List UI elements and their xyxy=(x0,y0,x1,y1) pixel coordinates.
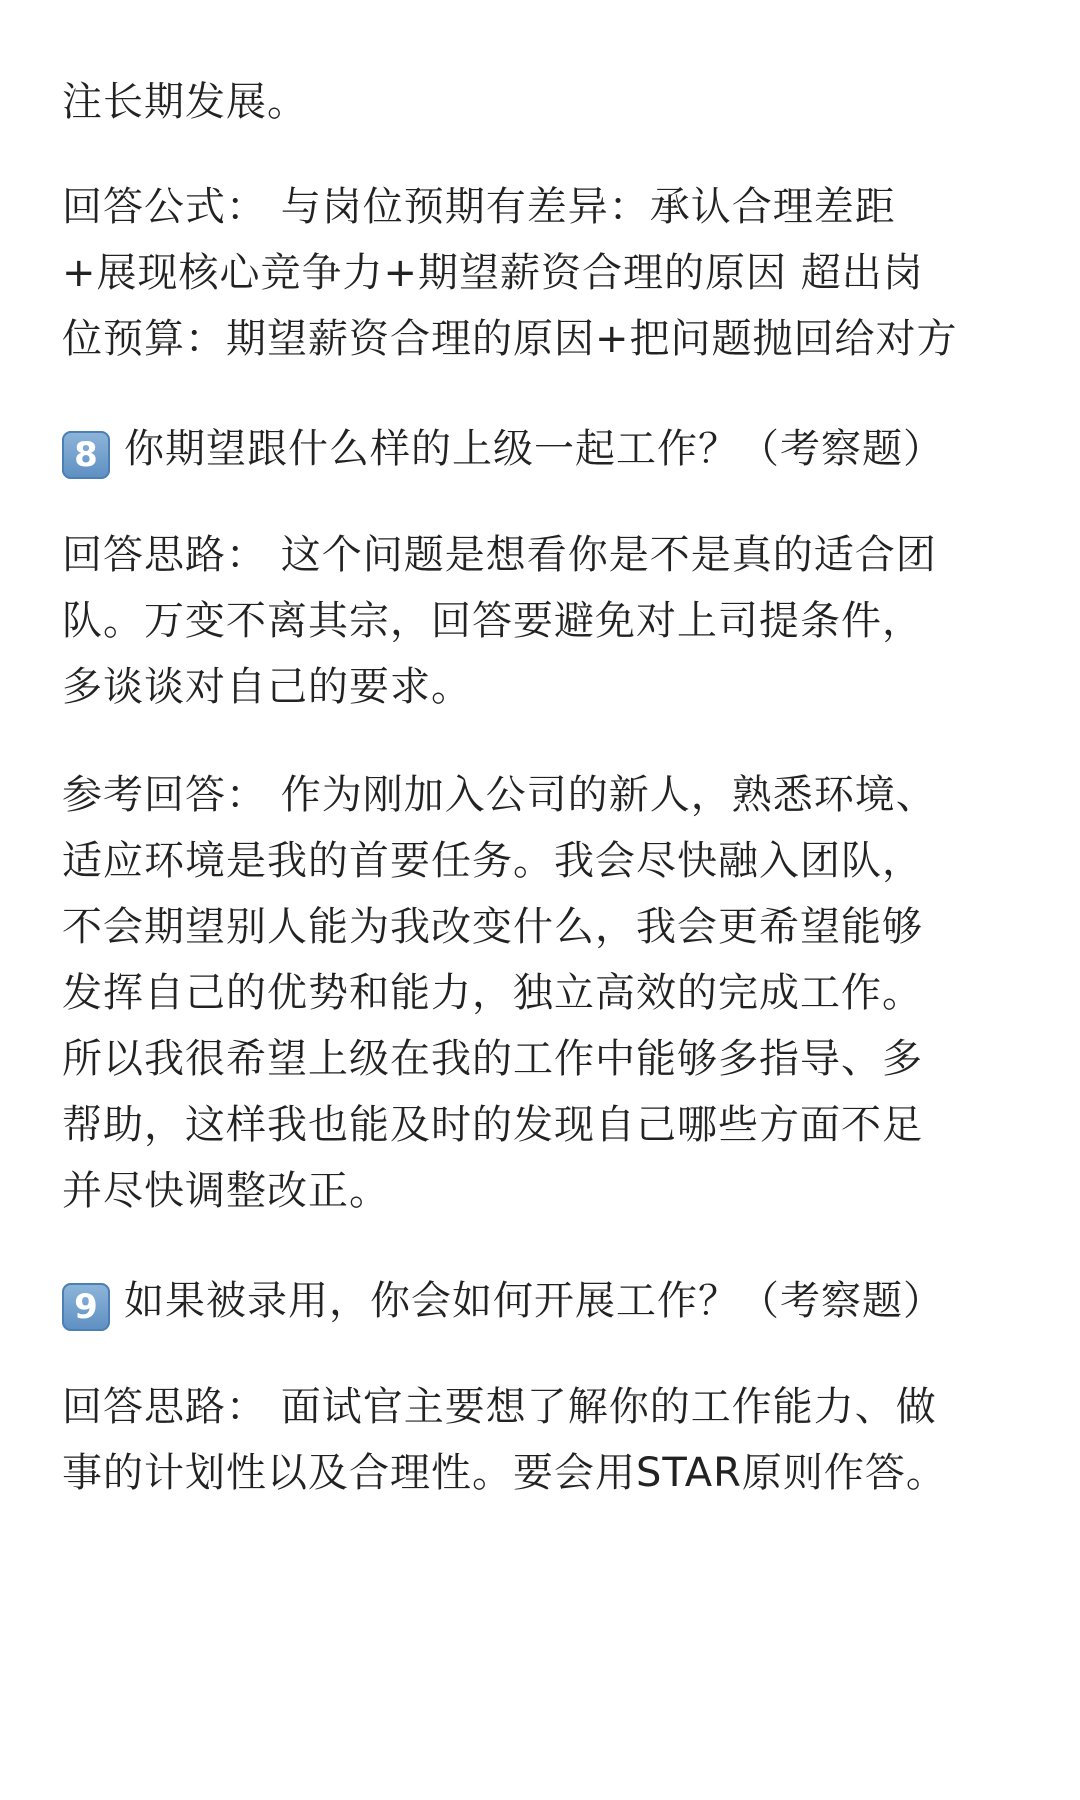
question-8-heading xyxy=(62,412,962,487)
question-9-heading xyxy=(62,1264,962,1339)
paragraph-intro-tail: 注长期发展。 xyxy=(62,79,308,125)
question-9-title: 如果被录用，你会如何开展工作？（考察题） xyxy=(124,1278,944,1324)
paragraph-answer-formula: 回答公式： 与岗位预期有差异：承认合理差距+展现核心竞争力+期望薪资合理的原因 超出岗位预算：期望薪资合理的原因+把问题抛回给对方 xyxy=(62,184,958,362)
question-8-reference-answer: 参考回答： 作为刚加入公司的新人，熟悉环境、适应环境是我的首要任务。我会尽快融入团队，不会期望别人能为我改变什么，我会更希望能够发挥自己的优势和能力，独立高效的完成工作。所以我很希望上级在我的工作中能够多指导、多帮助，这样我也能及时的发现自己哪些方面不足并尽快调整改正。 xyxy=(62,772,937,1214)
question-8-title: 你期望跟什么样的上级一起工作？（考察题） xyxy=(124,426,944,472)
keycap-8-icon: 8 xyxy=(62,431,110,479)
keycap-9-icon: 9 xyxy=(62,1283,110,1331)
question-9-approach: 回答思路： 面试官主要想了解你的工作能力、做事的计划性以及合理性。要会用STAR原则作答。 xyxy=(62,1384,947,1496)
question-8-approach: 回答思路： 这个问题是想看你是不是真的适合团队。万变不离其宗，回答要避免对上司提条件，多谈谈对自己的要求。 xyxy=(62,532,937,710)
